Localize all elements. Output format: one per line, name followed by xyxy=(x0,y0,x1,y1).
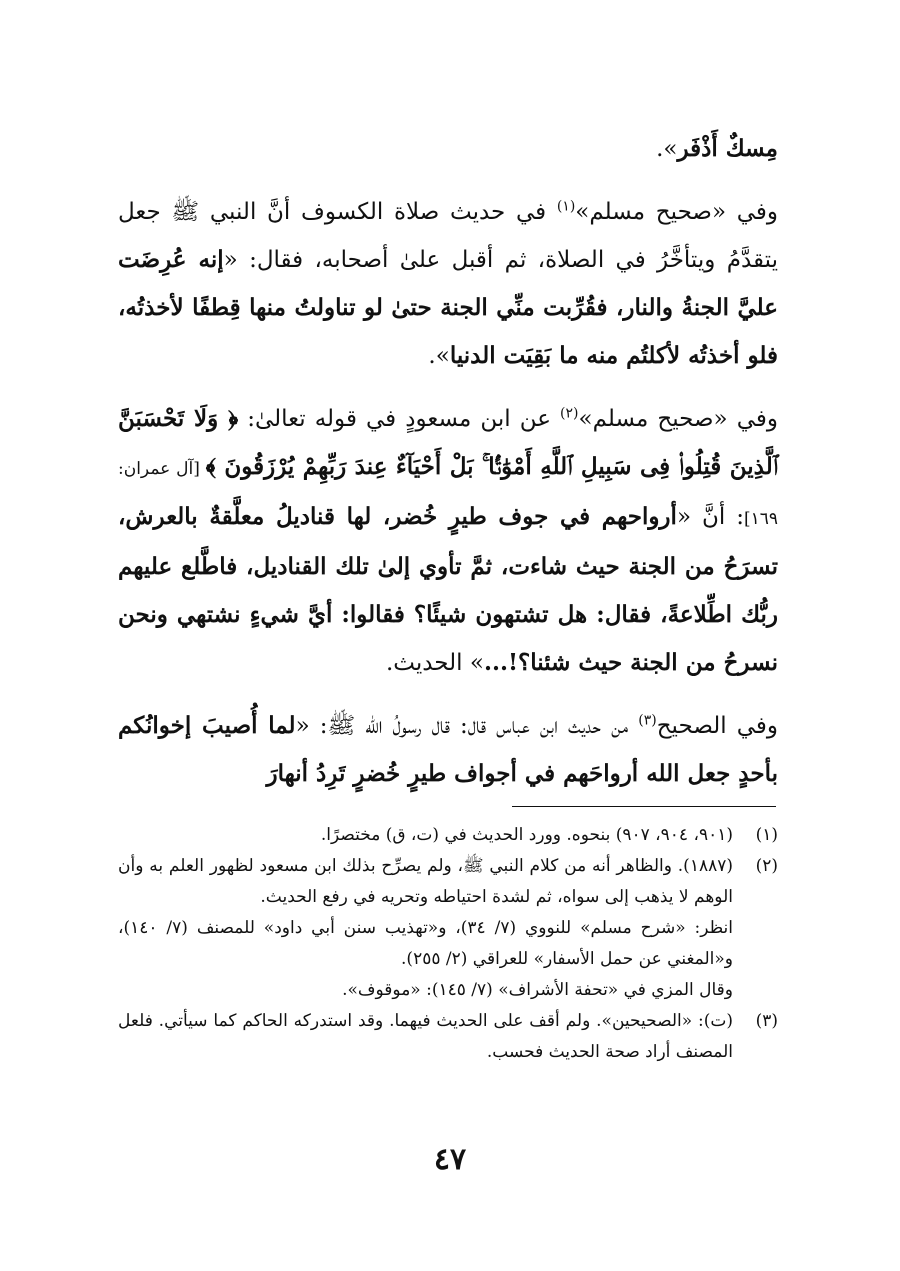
page-number: ٤٧ xyxy=(433,1142,467,1177)
text-span: : أنَّ « xyxy=(676,504,744,530)
footnote-text: (ت): «الصحيحين». ولم أقف على الحديث فيهما. وقد استدركه الحاكم كما سيأتي. فلعل المصنف أراد صحة الحديث فحسب. xyxy=(118,1011,733,1062)
footnotes xyxy=(118,820,778,1068)
text-span: » الحديث. xyxy=(385,650,484,676)
paragraph-1 xyxy=(118,188,778,380)
paragraph-2 xyxy=(118,395,778,687)
text-span: من حديث ابن عباس قال: قال رسولُ الله ﷺ: « xyxy=(295,713,639,739)
text-span: وفي «صحيح مسلم» xyxy=(578,406,778,432)
footnote-number: (١) xyxy=(755,825,778,845)
main-text xyxy=(118,125,778,813)
footnote-number: (٣) xyxy=(755,1011,778,1031)
text-span: ». xyxy=(656,136,678,162)
footnote-text: وقال المزي في «تحفة الأشراف» (٧/ ١٤٥): «موقوف». xyxy=(342,980,733,1000)
footnote-1 xyxy=(118,820,778,851)
hadith-quote: لما أُصيبَ إخوانُكم بأحدٍ جعل الله أرواحَهم في أجواف طيرٍ خُضرٍ تَرِدُ أنهارَ xyxy=(118,712,778,787)
text-span: ». xyxy=(428,343,450,369)
text-span: وفي «صحيح مسلم» xyxy=(575,199,778,225)
footnote-2 xyxy=(118,851,778,1006)
footnote-text: (١٨٨٧). والظاهر أنه من كلام النبي ﷺ، ولم يصرِّح بذلك ابن مسعود لظهور العلم به وأن الوهم لا يذهب إلى سواه، ثم لشدة احتياطه وتحريه في رفع الحديث. xyxy=(118,856,733,907)
footnote-text: (٩٠١، ٩٠٤، ٩٠٧) بنحوه. وورد الحديث في (ت، ق) مختصرًا. xyxy=(320,825,733,845)
hadith-quote: إنه عُرِضَت عليَّ الجنةُ والنار، فقُرِّبت منِّي الجنة حتىٰ لو تناولتُ منها قِطفًا لأخذتُه، فلو أخذتُه لأكلتُم منه ما بَقِيَت الدنيا xyxy=(118,246,778,369)
paragraph-3 xyxy=(118,702,778,798)
footnote-text: انظر: «شرح مسلم» للنووي (٧/ ٣٤)، و«تهذيب سنن أبي داود» للمصنف (٧/ ١٤٠)، و«المغني عن حمل الأسفار» للعراقي (٢/ ٢٥٥). xyxy=(118,918,733,969)
verse-source: [آل عمران: ١٦٩] xyxy=(118,459,778,529)
footnote-ref-3[interactable]: (٣) xyxy=(638,712,657,729)
footnote-divider xyxy=(512,806,776,807)
footnote-number: (٢) xyxy=(755,856,778,876)
paragraph-0 xyxy=(118,125,778,173)
hadith-quote: أرواحهم في جوف طيرٍ خُضر، لها قناديلُ معلَّقةٌ بالعرش، تسرَحُ من الجنة حيث شاءت، ثمَّ تأوي إلىٰ تلك القناديل، فاطَّلع عليهم ربُّك اطِّلاعةً، فقال: هل تشتهون شيئًا؟ فقالوا: أيَّ شيءٍ نشتهي ونحن نسرحُ من الجنة حيث شئنا؟!... xyxy=(118,503,778,676)
quote-text: مِسكٌ أَذْفَر xyxy=(677,135,778,162)
footnote-ref-1[interactable]: (١) xyxy=(556,198,576,215)
text-span: عن ابن مسعودٍ في قوله تعالىٰ: xyxy=(238,406,561,432)
footnote-ref-2[interactable]: (٢) xyxy=(560,405,579,422)
text-span: وفي الصحيح xyxy=(656,713,779,739)
quran-verse: ﴿ وَلَا تَحْسَبَنَّ ٱلَّذِينَ قُتِلُوا۟ فِى سَبِيلِ ٱللَّهِ أَمْوَٰتًۢا ۚ بَلْ أَحْيَآءٌ عِندَ رَبِّهِمْ يُرْزَقُونَ ﴾ xyxy=(118,405,778,480)
text-span: في حديث صلاة الكسوف أنَّ النبي ﷺ جعل يتقدَّمُ ويتأخَّرُ في الصلاة، ثم أقبل علىٰ أصحابه، فقال: « xyxy=(118,199,778,273)
footnote-3 xyxy=(118,1006,778,1068)
